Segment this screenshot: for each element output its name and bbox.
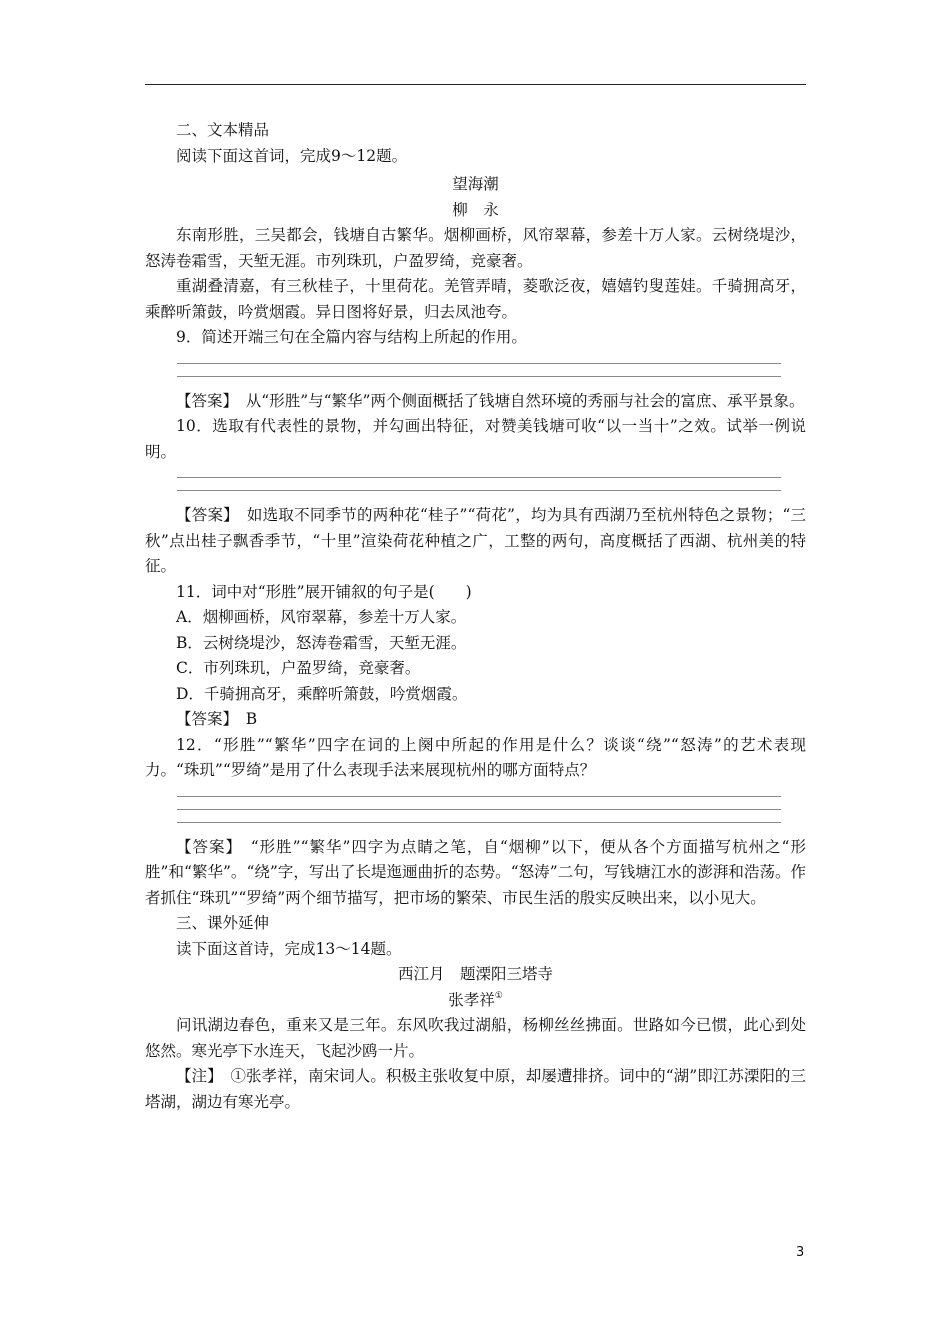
answer-12 <box>145 835 806 912</box>
footnote-mark: ① <box>494 990 503 1001</box>
answer-text: 从“形胜”与“繁华”两个侧面概括了钱塘自然环境的秀丽与社会的富庶、承平景象。 <box>245 391 805 410</box>
answer-11 <box>145 707 806 733</box>
poem-stanza: 东南形胜，三吴都会，钱塘自古繁华。烟柳画桥，风帘翠幕，参差十万人家。云树绕堤沙，怒涛卷霜雪，天堑无涯。市列珠玑，户盈罗绮，竞豪奢。 <box>145 226 806 270</box>
option-d: D．千骑拥高牙，乘醉听箫鼓，吟赏烟霞。 <box>176 684 468 703</box>
answer-label: 【答案】 <box>176 710 231 728</box>
question-9: 9．简述开端三句在全篇内容与结构上所起的作用。 <box>176 328 527 346</box>
answer-text: 如选取不同季节的两种花“桂子”“荷花”，均为具有西湖乃至杭州特色之景物；“三秋”点出桂子飘香季节，“十里”渲染荷花种植之广，工整的两句，高度概括了西湖、杭州美的特征。 <box>145 506 806 575</box>
answer-lines <box>145 363 806 377</box>
answer-text: B <box>245 710 258 728</box>
answer-line <box>177 796 781 797</box>
footnote <box>145 1064 806 1115</box>
question-10: 10．选取有代表性的景物，并勾画出特征，对赞美钱塘可收“以一当十”之效。试举一例说明。 <box>145 417 806 461</box>
section-intro: 阅读下面这首词，完成9～12题。 <box>176 146 408 165</box>
option-a: A．烟柳画桥，风帘翠幕，参差十万人家。 <box>176 608 467 626</box>
answer-lines <box>145 477 806 491</box>
author-name: 张孝祥 <box>448 990 495 1009</box>
document-body <box>145 118 806 1115</box>
poem-stanza: 重湖叠清嘉，有三秋桂子，十里荷花。羌管弄晴，菱歌泛夜，嬉嬉钓叟莲娃。千骑拥高牙，乘醉听箫鼓，吟赏烟霞。异日图将好景，归去凤池夸。 <box>145 277 806 321</box>
answer-label: 【答案】 <box>176 391 231 410</box>
page-number: 3 <box>796 1245 805 1260</box>
question-11: 11．词中对“形胜”展开铺叙的句子是( ) <box>176 582 472 601</box>
question-12: 12．“形胜”“繁华”四字在词的上阕中所起的作用是什么？谈谈“绕”“怒涛”的艺术表现力。“珠玑”“罗绮”是用了什么表现手法来展现杭州的哪方面特点？ <box>145 735 806 779</box>
answer-line <box>177 376 781 377</box>
note-text: ①张孝祥，南宋词人。积极主张收复中原，却屡遭排挤。词中的“湖”即江苏溧阳的三塔湖，湖边有寒光亭。 <box>145 1067 806 1111</box>
poem-author: 柳 永 <box>452 200 499 219</box>
answer-line <box>177 822 781 823</box>
poem-author <box>145 988 806 1014</box>
answer-10 <box>145 503 806 580</box>
answer-line <box>177 363 781 364</box>
answer-text: “形胜”“繁华”四字为点睛之笔，自“烟柳”以下，便从各个方面描写杭州之“形胜”和“繁华”。“绕”字，写出了长堤迤逦曲折的态势。“怒涛”二句，写钱塘江水的澎湃和浩荡。作者抓住“珠玑”“罗绮”两个细节描写，把市场的繁荣、市民生活的殷实反映出来，以小见大。 <box>145 837 806 907</box>
answer-9 <box>145 389 806 415</box>
answer-label: 【答案】 <box>176 506 232 524</box>
section-heading: 二、文本精品 <box>176 121 270 139</box>
note-label: 【注】 <box>176 1067 215 1085</box>
answer-lines <box>145 796 806 823</box>
poem-body: 问讯湖边春色，重来又是三年。东风吹我过湖船，杨柳丝丝拂面。世路如今已惯，此心到处悠然。寒光亭下水连天，飞起沙鸥一片。 <box>145 1016 806 1060</box>
option-c: C．市列珠玑，户盈罗绮，竞豪奢。 <box>176 659 421 677</box>
answer-line <box>177 490 781 491</box>
section-heading: 三、课外延伸 <box>176 914 270 932</box>
option-b: B．云树绕堤沙，怒涛卷霜雪，天堑无涯。 <box>176 633 467 652</box>
header-rule <box>145 84 806 85</box>
answer-line <box>177 809 781 810</box>
poem-title: 西江月 题溧阳三塔寺 <box>397 965 553 983</box>
section-intro: 读下面这首诗，完成13～14题。 <box>176 939 402 958</box>
poem-title: 望海潮 <box>452 175 499 193</box>
answer-line <box>177 477 781 478</box>
answer-label: 【答案】 <box>176 837 235 856</box>
